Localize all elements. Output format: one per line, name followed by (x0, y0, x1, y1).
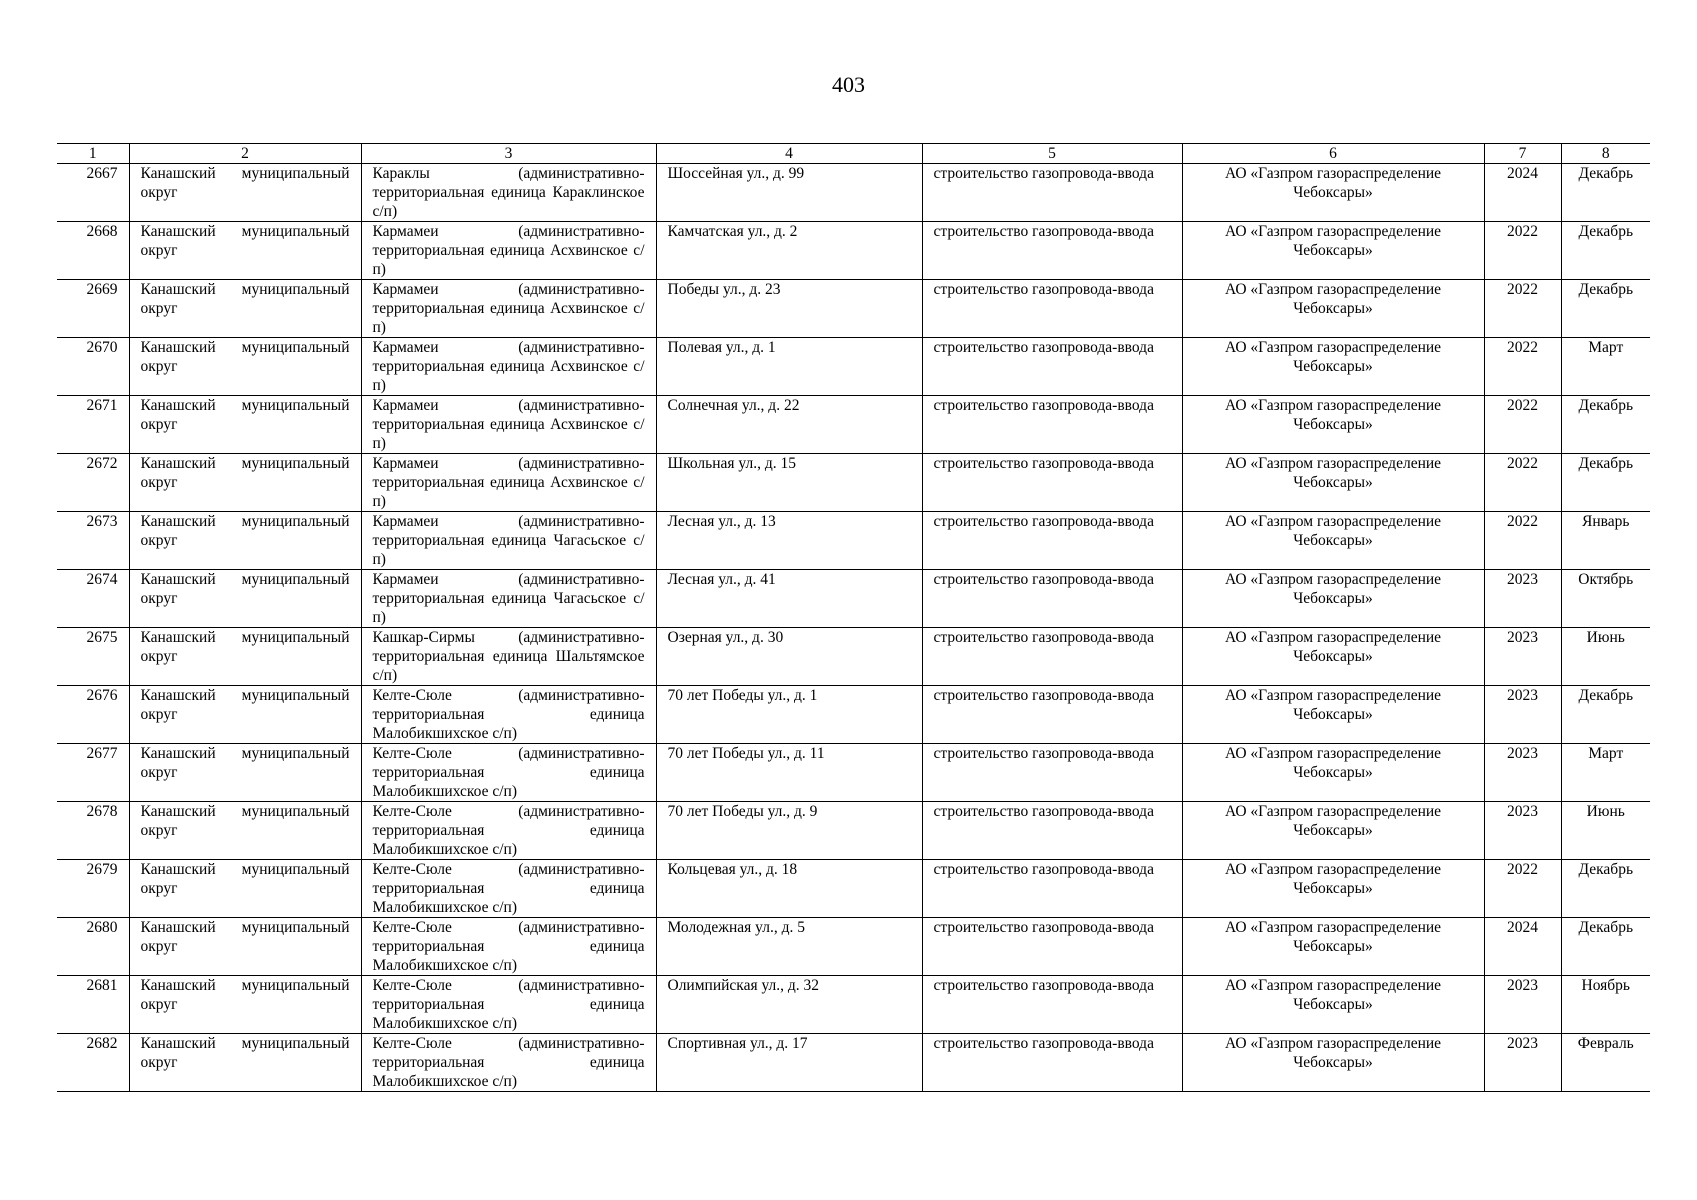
year-cell: 2022 (1484, 396, 1561, 454)
column-header: 2 (129, 144, 361, 164)
table-row (57, 860, 1650, 918)
district-cell: Канашский муниципальный округ (129, 744, 361, 802)
gas-connection-table (57, 143, 1650, 1092)
organization-cell: АО «Газпром газораспределение Чебоксары» (1182, 570, 1484, 628)
address-cell: Лесная ул., д. 41 (656, 570, 922, 628)
address-cell: Олимпийская ул., д. 32 (656, 976, 922, 1034)
work-type-cell: строительство газопровода-ввода (922, 222, 1182, 280)
work-type-cell: строительство газопровода-ввода (922, 976, 1182, 1034)
district-cell: Канашский муниципальный округ (129, 918, 361, 976)
address-cell: Молодежная ул., д. 5 (656, 918, 922, 976)
settlement-cell: Келте-Сюле (административно-территориальная единица Малобикшихское с/п) (361, 1034, 656, 1092)
row-number-cell: 2667 (57, 164, 129, 222)
row-number-cell: 2680 (57, 918, 129, 976)
district-cell: Канашский муниципальный округ (129, 454, 361, 512)
district-cell: Канашский муниципальный округ (129, 280, 361, 338)
year-cell: 2023 (1484, 570, 1561, 628)
address-cell: Лесная ул., д. 13 (656, 512, 922, 570)
organization-cell: АО «Газпром газораспределение Чебоксары» (1182, 976, 1484, 1034)
year-cell: 2023 (1484, 802, 1561, 860)
row-number-cell: 2676 (57, 686, 129, 744)
month-cell: Ноябрь (1561, 976, 1650, 1034)
row-number-cell: 2679 (57, 860, 129, 918)
table-body (57, 164, 1650, 1092)
month-cell: Декабрь (1561, 860, 1650, 918)
month-cell: Январь (1561, 512, 1650, 570)
work-type-cell: строительство газопровода-ввода (922, 628, 1182, 686)
year-cell: 2023 (1484, 1034, 1561, 1092)
column-header: 5 (922, 144, 1182, 164)
row-number-cell: 2674 (57, 570, 129, 628)
address-cell: 70 лет Победы ул., д. 1 (656, 686, 922, 744)
district-cell: Канашский муниципальный округ (129, 164, 361, 222)
column-header: 1 (57, 144, 129, 164)
address-cell: 70 лет Победы ул., д. 9 (656, 802, 922, 860)
month-cell: Декабрь (1561, 454, 1650, 512)
settlement-cell: Кармамеи (административно-территориальная единица Асхвинское с/п) (361, 338, 656, 396)
month-cell: Март (1561, 744, 1650, 802)
year-cell: 2023 (1484, 628, 1561, 686)
year-cell: 2023 (1484, 744, 1561, 802)
month-cell: Июнь (1561, 802, 1650, 860)
work-type-cell: строительство газопровода-ввода (922, 396, 1182, 454)
row-number-cell: 2669 (57, 280, 129, 338)
year-cell: 2022 (1484, 860, 1561, 918)
district-cell: Канашский муниципальный округ (129, 338, 361, 396)
settlement-cell: Караклы (административно-территориальная единица Караклинское с/п) (361, 164, 656, 222)
settlement-cell: Кармамеи (административно-территориальная единица Чагасьское с/п) (361, 570, 656, 628)
year-cell: 2023 (1484, 686, 1561, 744)
row-number-cell: 2672 (57, 454, 129, 512)
row-number-cell: 2678 (57, 802, 129, 860)
year-cell: 2022 (1484, 280, 1561, 338)
work-type-cell: строительство газопровода-ввода (922, 164, 1182, 222)
organization-cell: АО «Газпром газораспределение Чебоксары» (1182, 686, 1484, 744)
table-row (57, 280, 1650, 338)
month-cell: Декабрь (1561, 222, 1650, 280)
work-type-cell: строительство газопровода-ввода (922, 686, 1182, 744)
settlement-cell: Келте-Сюле (административно-территориальная единица Малобикшихское с/п) (361, 802, 656, 860)
row-number-cell: 2675 (57, 628, 129, 686)
organization-cell: АО «Газпром газораспределение Чебоксары» (1182, 164, 1484, 222)
table-row (57, 976, 1650, 1034)
page-number: 403 (832, 72, 865, 97)
district-cell: Канашский муниципальный округ (129, 396, 361, 454)
address-cell: Полевая ул., д. 1 (656, 338, 922, 396)
work-type-cell: строительство газопровода-ввода (922, 860, 1182, 918)
table-row (57, 802, 1650, 860)
month-cell: Декабрь (1561, 280, 1650, 338)
month-cell: Октябрь (1561, 570, 1650, 628)
organization-cell: АО «Газпром газораспределение Чебоксары» (1182, 512, 1484, 570)
table-row (57, 396, 1650, 454)
year-cell: 2022 (1484, 222, 1561, 280)
row-number-cell: 2671 (57, 396, 129, 454)
table-row (57, 918, 1650, 976)
organization-cell: АО «Газпром газораспределение Чебоксары» (1182, 628, 1484, 686)
settlement-cell: Кармамеи (административно-территориальная единица Чагасьское с/п) (361, 512, 656, 570)
row-number-cell: 2681 (57, 976, 129, 1034)
address-cell: Камчатская ул., д. 2 (656, 222, 922, 280)
organization-cell: АО «Газпром газораспределение Чебоксары» (1182, 454, 1484, 512)
work-type-cell: строительство газопровода-ввода (922, 570, 1182, 628)
column-header: 8 (1561, 144, 1650, 164)
address-cell: Спортивная ул., д. 17 (656, 1034, 922, 1092)
table-row (57, 164, 1650, 222)
month-cell: Декабрь (1561, 686, 1650, 744)
organization-cell: АО «Газпром газораспределение Чебоксары» (1182, 338, 1484, 396)
column-number-row (57, 144, 1650, 164)
work-type-cell: строительство газопровода-ввода (922, 280, 1182, 338)
year-cell: 2022 (1484, 512, 1561, 570)
row-number-cell: 2670 (57, 338, 129, 396)
table-row (57, 512, 1650, 570)
district-cell: Канашский муниципальный округ (129, 222, 361, 280)
month-cell: Март (1561, 338, 1650, 396)
organization-cell: АО «Газпром газораспределение Чебоксары» (1182, 918, 1484, 976)
table-row (57, 686, 1650, 744)
column-header: 3 (361, 144, 656, 164)
district-cell: Канашский муниципальный округ (129, 512, 361, 570)
organization-cell: АО «Газпром газораспределение Чебоксары» (1182, 280, 1484, 338)
organization-cell: АО «Газпром газораспределение Чебоксары» (1182, 860, 1484, 918)
year-cell: 2024 (1484, 918, 1561, 976)
settlement-cell: Кармамеи (административно-территориальная единица Асхвинское с/п) (361, 280, 656, 338)
district-cell: Канашский муниципальный округ (129, 570, 361, 628)
address-cell: Шоссейная ул., д. 99 (656, 164, 922, 222)
table-row (57, 744, 1650, 802)
address-cell: Озерная ул., д. 30 (656, 628, 922, 686)
address-cell: Кольцевая ул., д. 18 (656, 860, 922, 918)
district-cell: Канашский муниципальный округ (129, 1034, 361, 1092)
organization-cell: АО «Газпром газораспределение Чебоксары» (1182, 396, 1484, 454)
year-cell: 2022 (1484, 338, 1561, 396)
address-cell: Солнечная ул., д. 22 (656, 396, 922, 454)
work-type-cell: строительство газопровода-ввода (922, 512, 1182, 570)
work-type-cell: строительство газопровода-ввода (922, 744, 1182, 802)
organization-cell: АО «Газпром газораспределение Чебоксары» (1182, 802, 1484, 860)
organization-cell: АО «Газпром газораспределение Чебоксары» (1182, 744, 1484, 802)
table-row (57, 338, 1650, 396)
month-cell: Июнь (1561, 628, 1650, 686)
organization-cell: АО «Газпром газораспределение Чебоксары» (1182, 1034, 1484, 1092)
district-cell: Канашский муниципальный округ (129, 976, 361, 1034)
year-cell: 2022 (1484, 454, 1561, 512)
table-row (57, 222, 1650, 280)
work-type-cell: строительство газопровода-ввода (922, 454, 1182, 512)
row-number-cell: 2677 (57, 744, 129, 802)
address-cell: Школьная ул., д. 15 (656, 454, 922, 512)
column-header: 6 (1182, 144, 1484, 164)
settlement-cell: Келте-Сюле (административно-территориальная единица Малобикшихское с/п) (361, 860, 656, 918)
settlement-cell: Кармамеи (административно-территориальная единица Асхвинское с/п) (361, 454, 656, 512)
settlement-cell: Кашкар-Сирмы (административно-территориальная единица Шальтямское с/п) (361, 628, 656, 686)
work-type-cell: строительство газопровода-ввода (922, 1034, 1182, 1092)
settlement-cell: Келте-Сюле (административно-территориальная единица Малобикшихское с/п) (361, 744, 656, 802)
address-cell: Победы ул., д. 23 (656, 280, 922, 338)
work-type-cell: строительство газопровода-ввода (922, 802, 1182, 860)
settlement-cell: Кармамеи (административно-территориальная единица Асхвинское с/п) (361, 396, 656, 454)
settlement-cell: Кармамеи (административно-территориальная единица Асхвинское с/п) (361, 222, 656, 280)
district-cell: Канашский муниципальный округ (129, 802, 361, 860)
column-header: 7 (1484, 144, 1561, 164)
year-cell: 2024 (1484, 164, 1561, 222)
month-cell: Декабрь (1561, 918, 1650, 976)
year-cell: 2023 (1484, 976, 1561, 1034)
settlement-cell: Келте-Сюле (административно-территориальная единица Малобикшихское с/п) (361, 918, 656, 976)
district-cell: Канашский муниципальный округ (129, 860, 361, 918)
row-number-cell: 2668 (57, 222, 129, 280)
table-row (57, 454, 1650, 512)
table-row (57, 570, 1650, 628)
row-number-cell: 2682 (57, 1034, 129, 1092)
column-header: 4 (656, 144, 922, 164)
work-type-cell: строительство газопровода-ввода (922, 918, 1182, 976)
work-type-cell: строительство газопровода-ввода (922, 338, 1182, 396)
settlement-cell: Келте-Сюле (административно-территориальная единица Малобикшихское с/п) (361, 976, 656, 1034)
district-cell: Канашский муниципальный округ (129, 628, 361, 686)
row-number-cell: 2673 (57, 512, 129, 570)
month-cell: Декабрь (1561, 164, 1650, 222)
table-row (57, 628, 1650, 686)
organization-cell: АО «Газпром газораспределение Чебоксары» (1182, 222, 1484, 280)
address-cell: 70 лет Победы ул., д. 11 (656, 744, 922, 802)
table-row (57, 1034, 1650, 1092)
month-cell: Февраль (1561, 1034, 1650, 1092)
month-cell: Декабрь (1561, 396, 1650, 454)
settlement-cell: Келте-Сюле (административно-территориальная единица Малобикшихское с/п) (361, 686, 656, 744)
district-cell: Канашский муниципальный округ (129, 686, 361, 744)
